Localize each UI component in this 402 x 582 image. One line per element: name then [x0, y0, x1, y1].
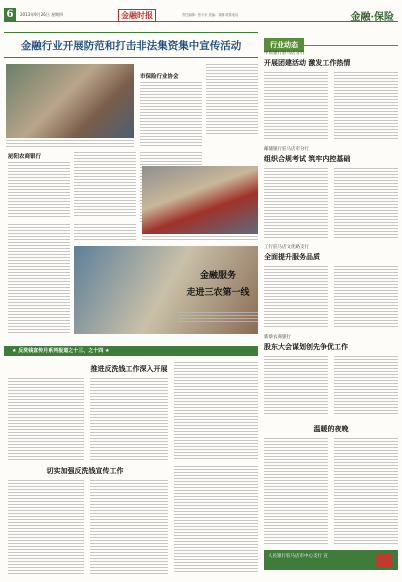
article-text — [264, 168, 328, 238]
date-line: 2013年9月26日 星期四 — [20, 12, 64, 17]
article-text — [264, 438, 328, 546]
article-text — [90, 480, 168, 574]
article-text — [140, 82, 202, 148]
article-text — [174, 362, 258, 460]
news-item-icbc: 工行驻马店文化路支行 全面提升服务品质 — [264, 245, 320, 261]
top-banner — [4, 32, 258, 58]
editors-line: 责任编辑：张小东 美编：刘静 联系电话 — [182, 13, 239, 17]
photo-caption — [6, 140, 134, 148]
anti-money-laundering-banner: ★ 反洗钱宣传月系列报道之十三、之十四 ★ — [4, 346, 258, 356]
article-text — [264, 266, 328, 328]
banner-title: 金融行业开展防范和打击非法集资集中宣传活动 — [20, 40, 242, 52]
article-text — [8, 378, 84, 460]
photo-caption — [142, 236, 258, 242]
article-text — [264, 72, 328, 140]
article-text — [74, 224, 136, 242]
page-number: 6 — [4, 8, 16, 21]
article-text — [174, 466, 258, 574]
article-text — [334, 266, 398, 328]
ad-box: 人民银行驻马店市中心支行 宣 — [264, 550, 398, 570]
article-text — [334, 168, 398, 238]
article-text — [334, 438, 398, 546]
heading-biyang-bank: 泌阳农商银行 — [8, 154, 42, 160]
article-text — [74, 152, 136, 218]
news-item-zhongyuan: 中原银行驻马店分行 开展团建活动 激发工作热情 — [264, 51, 351, 67]
article-text — [8, 162, 70, 218]
heading-insurance-association: 市保险行业协会 — [140, 74, 179, 80]
heading-aml-publicity: 切实加强反洗钱宣传工作 — [46, 466, 124, 475]
section-title: 金融·保险 — [350, 12, 394, 23]
article-text — [334, 72, 398, 140]
page-header — [4, 8, 398, 22]
article-text — [264, 356, 328, 416]
photo-conference — [6, 64, 134, 138]
photo-caption — [178, 312, 258, 324]
section-logo: 行业动态 — [264, 32, 398, 46]
heading-warm-night: 温暖的夜晚 — [313, 424, 349, 433]
heading-aml-advance: 推进反洗钱工作深入开展 — [90, 364, 168, 373]
news-item-postal: 邮储银行驻马店市分行 组织合规考试 筑牢内控基础 — [264, 147, 351, 163]
masthead: 金融时报 — [118, 9, 156, 22]
photo-publicity — [142, 166, 258, 234]
heading-rural-service: 金融服务 走进三农第一线 — [186, 271, 250, 298]
article-text — [90, 378, 168, 460]
article-text — [8, 480, 84, 574]
article-text — [206, 64, 258, 136]
ad-emblem — [376, 553, 392, 567]
article-text — [334, 356, 398, 416]
news-item-xincai: 新蔡农商银行 股东大会谋划创先争优工作 — [264, 335, 348, 351]
article-text — [8, 224, 70, 334]
